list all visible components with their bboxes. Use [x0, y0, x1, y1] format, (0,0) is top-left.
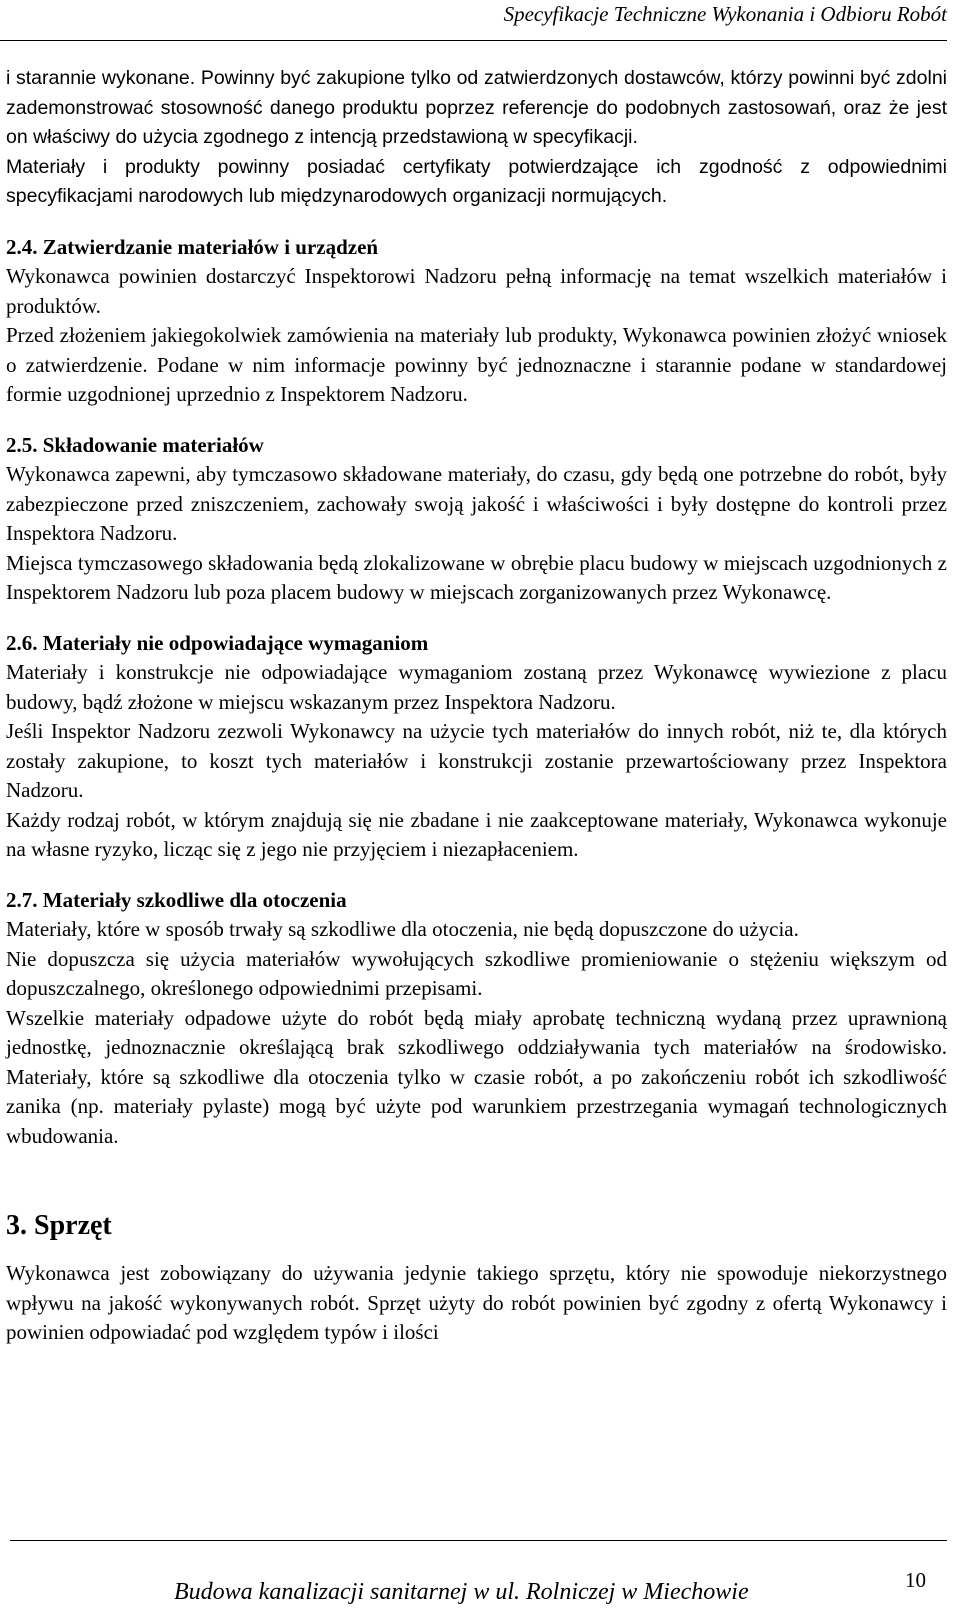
footer-title: Budowa kanalizacji sanitarnej w ul. Rolniczej w Miechowie: [174, 1579, 749, 1605]
page-content: [6, 64, 947, 1348]
chapter-heading-3: 3. Sprzęt: [6, 1210, 112, 1241]
section-2-7-paragraph-3: Wszelkie materiały odpadowe użyte do robót będą miały aprobatę techniczną wydaną przez uprawnioną jednostkę, jednoznacznie określającą brak szkodliwego oddziaływania tych materiałów na środowisko. Materiały, które są szkodliwe dla otoczenia tylko w czasie robót, a po zakończeniu robót ich szkodliwość zanika (np. materiały pylaste) mogą być użyte pod warunkiem przestrzegania wymagań technologicznych wbudowania.: [6, 1005, 947, 1148]
section-2-7-paragraph-1: Materiały, które w sposób trwały są szkodliwe dla otoczenia, nie będą dopuszczone do użycia.: [6, 917, 799, 941]
intro-paragraph-1: i starannie wykonane. Powinny być zakupione tylko od zatwierdzonych dostawców, którzy powinni być zdolni zademonstrować stosowność danego produktu poprzez referencje do podobnych zastosowań, oraz że jest on właściwy do użycia zgodnego z intencją przedstawioną w specyfikacji.: [6, 67, 947, 148]
section-2-5-paragraph-2: Miejsca tymczasowego składowania będą zlokalizowane w obrębie placu budowy w miejscach uzgodnionych z Inspektorem Nadzoru lub poza placem budowy w miejscach zorganizowanych przez Wykonawcę.: [6, 550, 947, 604]
intro-paragraph-2: Materiały i produkty powinny posiadać certyfikaty potwierdzające ich zgodność z odpowiednimi specyfikacjami narodowych lub międzynarodowych organizacji normujących.: [6, 155, 947, 207]
section-2-6-paragraph-2: Jeśli Inspektor Nadzoru zezwoli Wykonawcy na użycie tych materiałów do innych robót, niż te, dla których zostały zakupione, to koszt tych materiałów i konstrukcji zostanie przewartościowany przez Inspektora Nadzoru.: [6, 719, 947, 802]
section-2-4-paragraph-1: Wykonawca powinien dostarczyć Inspektorowi Nadzoru pełną informację na temat wszelkich materiałów i produktów.: [6, 264, 947, 318]
section-2-4-paragraph-2: Przed złożeniem jakiegokolwiek zamówienia na materiały lub produkty, Wykonawca powinien złożyć wniosek o zatwierdzenie. Podane w nim informacje powinny być jednoznaczne i starannie podane w standardowej formie uzgodnionej uprzednio z Inspektorem Nadzoru.: [6, 323, 947, 406]
section-2-7-paragraph-2: Nie dopuszcza się użycia materiałów wywołujących szkodliwe promieniowanie o stężeniu większym od dopuszczalnego, określonego odpowiednimi przepisami.: [6, 946, 947, 1000]
section-heading-2-4: 2.4. Zatwierdzanie materiałów i urządzeń: [6, 234, 379, 259]
section-heading-2-5: 2.5. Składowanie materiałów: [6, 432, 264, 457]
page-header: [0, 0, 947, 41]
page-number: 10: [905, 1568, 926, 1592]
section-2-6-paragraph-1: Materiały i konstrukcje nie odpowiadające wymaganiom zostaną przez Wykonawcę wywiezione z placu budowy, bądź złożone w miejscu wskazanym przez Inspektora Nadzoru.: [6, 660, 947, 714]
header-title: Specyfikacje Techniczne Wykonania i Odbioru Robót: [503, 2, 947, 26]
footer-divider: [10, 1540, 947, 1541]
section-heading-2-7: 2.7. Materiały szkodliwe dla otoczenia: [6, 887, 347, 912]
section-2-6-paragraph-3: Każdy rodzaj robót, w którym znajdują się nie zbadane i nie zaakceptowane materiały, Wykonawca wykonuje na własne ryzyko, licząc się z jego nie przyjęciem i niezapłaceniem.: [6, 807, 947, 861]
section-heading-2-6: 2.6. Materiały nie odpowiadające wymaganiom: [6, 630, 429, 655]
chapter-3-paragraph: Wykonawca jest zobowiązany do używania jedynie takiego sprzętu, który nie spowoduje niekorzystnego wpływu na jakość wykonywanych robót. Sprzęt użyty do robót powinien być zgodny z ofertą Wykonawcy i powinien odpowiadać pod względem typów i ilości: [6, 1261, 947, 1344]
section-2-5-paragraph-1: Wykonawca zapewni, aby tymczasowo składowane materiały, do czasu, gdy będą one potrzebne do robót, były zabezpieczone przed zniszczeniem, zachowały swoją jakość i właściwości i były dostępne do kontroli przez Inspektora Nadzoru.: [6, 462, 947, 545]
page-footer: [0, 1538, 947, 1617]
